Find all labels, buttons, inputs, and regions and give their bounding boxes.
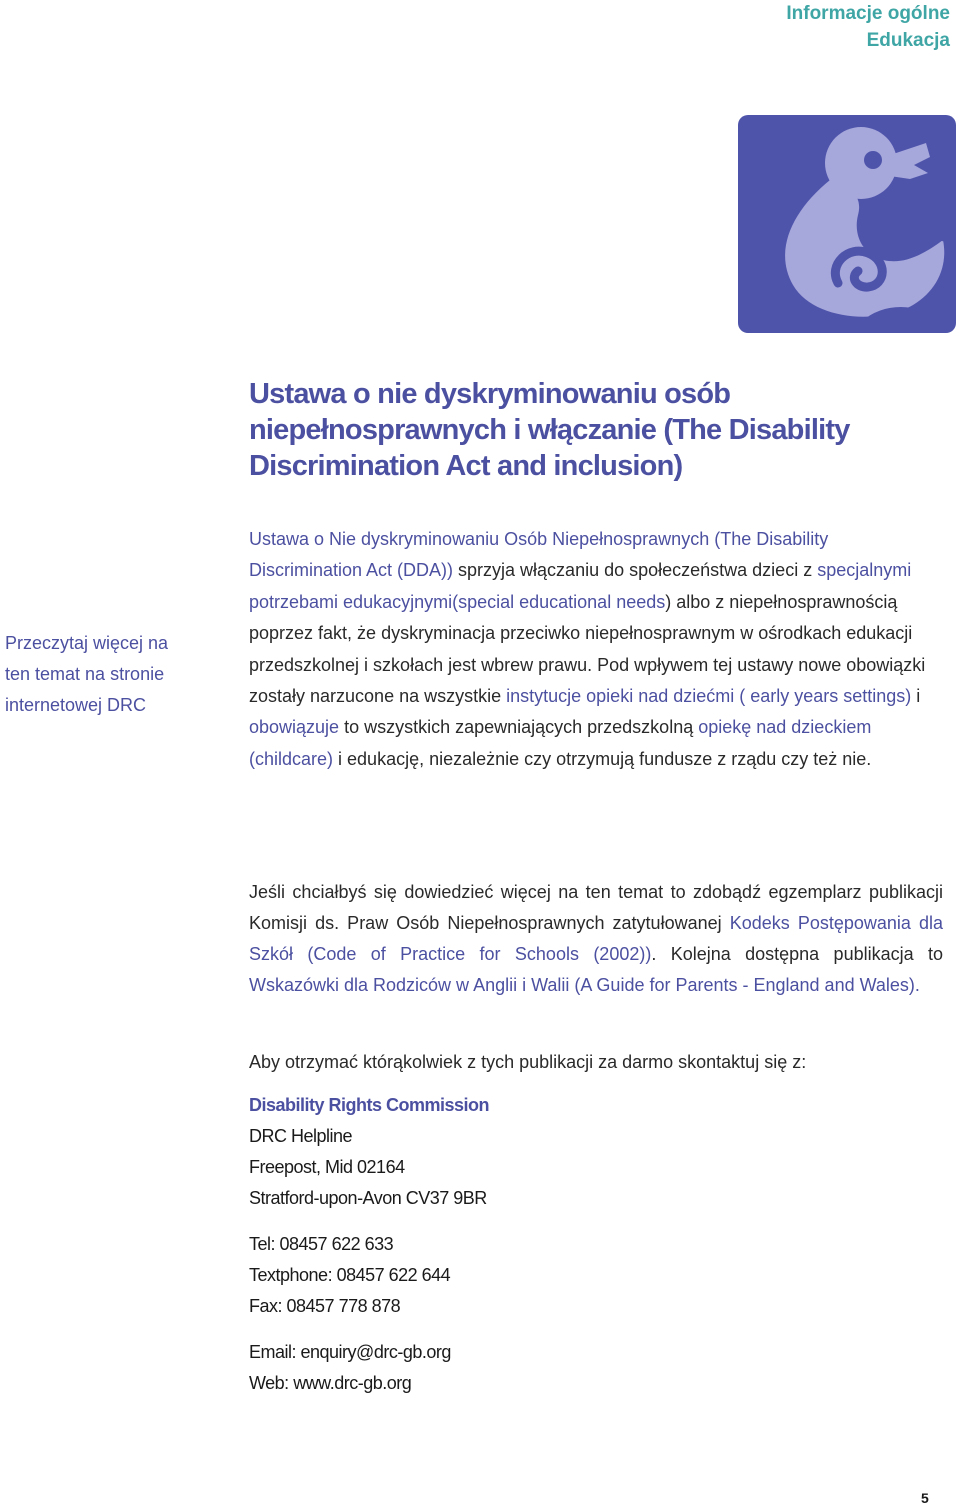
- guide-for-parents-link[interactable]: Wskazówki dla Rodziców w Anglii i Walii (A Guide for Parents - England and Wales).: [249, 975, 920, 995]
- publications-paragraph: Jeśli chciałbyś się dowiedzieć więcej na ten temat to zdobądź egzemplarz publikacji Komisji ds. Praw Osób Niepełnosprawnych zatytułowanej Kodeks Postępowania dla Szkół (Code of Practice for Schools (2002)). Kolejna dostępna publikacja to Wskazówki dla Rodziców w Anglii i Walii (A Guide for Parents - England and Wales).: [249, 882, 944, 995]
- contact-block: [249, 1090, 943, 1399]
- contact-web[interactable]: Web: www.drc-gb.org: [249, 1373, 412, 1393]
- contact-tel: Tel: 08457 622 633: [249, 1234, 394, 1254]
- contact-city: Stratford-upon-Avon CV37 9BR: [249, 1188, 487, 1208]
- duck-eye: [864, 151, 882, 169]
- page-number: 5: [921, 1490, 929, 1506]
- childcare-link[interactable]: opiekę nad dzieckiem (childcare): [249, 717, 872, 769]
- sidebar-note: Przeczytaj więcej na ten temat na stronie internetowej DRC: [5, 633, 169, 715]
- duck-logo: [738, 115, 956, 333]
- organization-name: Disability Rights Commission: [249, 1095, 490, 1115]
- code-of-practice-link[interactable]: Kodeks Postępowania dla Szkół (Code of Practice for Schools (2002)): [249, 913, 944, 964]
- act-name-link[interactable]: Ustawa o Nie dyskryminowaniu Osób Niepełnosprawnych (The Disability Discrimination Act (DDA)): [249, 529, 829, 581]
- contact-fax: Fax: 08457 778 878: [249, 1296, 401, 1316]
- early-years-link[interactable]: instytucje opieki nad dziećmi ( early years settings): [506, 686, 912, 707]
- obligation-link[interactable]: obowiązuje: [249, 717, 340, 738]
- intro-paragraph: Ustawa o Nie dyskryminowaniu Osób Niepełnosprawnych (The Disability Discrimination Act (DDA)) sprzyja włączaniu do społeczeństwa dzieci z specjalnymi potrzebami edukacyjnymi(special educational needs) albo z niepełnosprawnością poprzez fakt, że dyskryminacja przeciwko niepełnosprawnym w ośrodkach edukacji przedszkolnej i szkołach jest wbrew prawu. Pod wpływem tej ustawy nowe obowiązki zostały narzucone na wszystkie instytucje opieki nad dziećmi ( early years settings) i obowiązuje to wszystkich zapewniających przedszkolną opiekę nad dzieckiem (childcare) i edukację, niezależnie czy otrzymują fundusze z rządu czy też nie.: [249, 529, 926, 769]
- contact-freepost: Freepost, Mid 02164: [249, 1157, 405, 1177]
- contact-helpline: DRC Helpline: [249, 1126, 353, 1146]
- page-title: Ustawa o nie dyskryminowaniu osób niepełnosprawnych i włączanie (The Disability Discrimination Act and inclusion): [249, 378, 850, 482]
- sen-link[interactable]: specjalnymi potrzebami edukacyjnymi(special educational needs: [249, 560, 912, 612]
- contact-email[interactable]: Email: enquiry@drc-gb.org: [249, 1342, 451, 1362]
- contact-textphone: Textphone: 08457 622 644: [249, 1265, 451, 1285]
- section-subheader: Edukacja: [866, 30, 950, 51]
- section-header: Informacje ogólne: [786, 3, 950, 24]
- contact-intro: Aby otrzymać którąkolwiek z tych publikacji za darmo skontaktuj się z:: [249, 1052, 807, 1072]
